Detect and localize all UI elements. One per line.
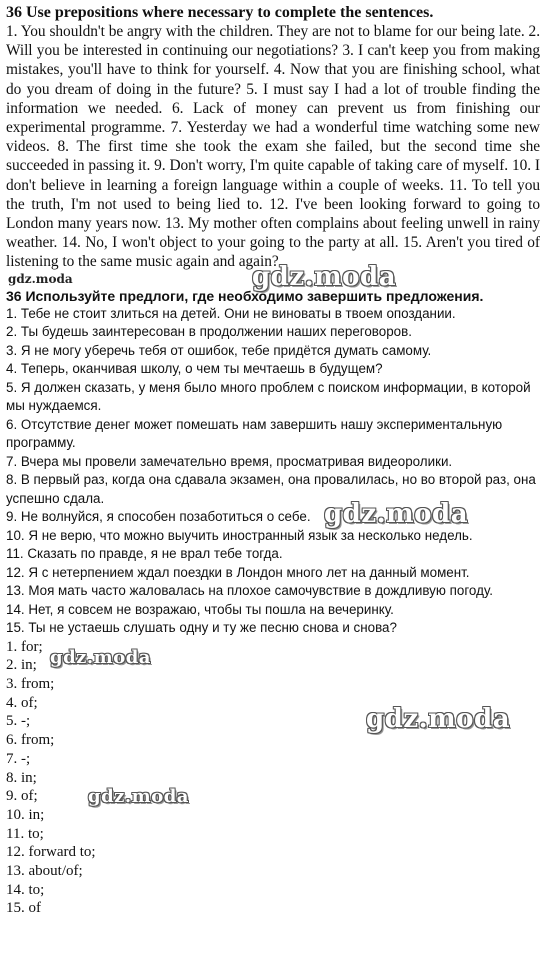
english-exercise-heading: 36 Use prepositions where necessary to complete the sentences. xyxy=(6,4,434,21)
answer-list xyxy=(6,638,540,919)
translation-item: 5. Я должен сказать, у меня было много проблем с поиском информации, в которой мы нуждаемся. xyxy=(6,379,531,414)
answer-item: 5. -; xyxy=(6,713,31,730)
russian-translation-list xyxy=(6,305,540,638)
answer-item: 15. of xyxy=(6,900,41,917)
translation-item: 7. Вчера мы провели замечательно время, просматривая видеоролики. xyxy=(6,453,453,469)
translation-item: 10. Я не верю, что можно выучить иностранный язык за несколько недель. xyxy=(6,527,473,543)
watermark: gdz.moda xyxy=(50,647,151,668)
translation-item: 1. Тебе не стоит злиться на детей. Они не виноваты в твоем опоздании. xyxy=(6,305,456,321)
watermark: gdz.moda xyxy=(252,262,397,292)
answer-item: 12. forward to; xyxy=(6,844,96,861)
english-exercise-text: 1. You shouldn't be angry with the children. They are not to blame for our being late. 2. Will you be interested in continuing our negotiations? 3. I can't keep you from making mistakes, you'll have to think for yourself. 4. Now that you are finishing school, what do you dream of doing in the future? 5. I must say I had a lot of trouble finding the information we needed. 6. Lack of money can prevent us from finishing our experimental programme. 7. Yesterday we had a wonderful time watching some new videos. 8. The first time she took the exam she failed, but the second time she succeeded in passing it. 9. Don't worry, I'm quite capable of taking care of myself. 10. I don't believe in learning a foreign language within a couple of weeks. 11. To tell you the truth, I'm not used to being lied to. 12. I've been looking forward to going to London many years now. 13. My mother often complains about feeling unwell in rainy weather. 14. No, I won't object to your going to the party at all. 15. Aren't you tired of listening to the same music again and again? xyxy=(6,23,540,271)
translation-item: 12. Я с нетерпением ждал поездки в Лондон много лет на данный момент. xyxy=(6,564,470,580)
watermark: gdz.moda xyxy=(88,786,189,807)
watermark: gdz.moda xyxy=(366,704,511,734)
answer-item: 14. to; xyxy=(6,881,45,898)
answer-item: 6. from; xyxy=(6,732,55,749)
answer-item: 7. -; xyxy=(6,750,31,767)
answer-item: 2. in; xyxy=(6,657,37,674)
translation-item: 2. Ты будешь заинтересован в продолжении наших переговоров. xyxy=(6,324,412,340)
translation-item: 8. В первый раз, когда она сдавала экзамен, она провалилась, но во второй раз, она успешно сдала. xyxy=(6,472,536,506)
translation-item: 6. Отсутствие денег может помешать нам завершить нашу экспериментальную программу. xyxy=(6,416,503,451)
answer-item: 13. about/of; xyxy=(6,863,83,880)
answer-item: 9. of; xyxy=(6,788,38,805)
watermark: gdz.moda xyxy=(324,499,469,529)
watermark-label: gdz.moda xyxy=(8,271,73,286)
answer-item: 10. in; xyxy=(6,806,45,823)
translation-item: 9. Не волнуйся, я способен позаботиться о себе. xyxy=(6,509,311,525)
answer-item: 1. for; xyxy=(6,638,43,655)
answer-item: 4. of; xyxy=(6,694,38,711)
translation-item: 3. Я не могу уберечь тебя от ошибок, тебе придётся думать самому. xyxy=(6,342,432,358)
russian-exercise-heading: 36 Используйте предлоги, где необходимо завершить предложения. xyxy=(6,287,484,304)
translation-item: 4. Теперь, оканчивая школу, о чем ты мечтаешь в будущем? xyxy=(6,361,383,377)
document-page xyxy=(6,3,540,918)
translation-item: 14. Нет, я совсем не возражаю, чтобы ты пошла на вечеринку. xyxy=(6,601,394,617)
translation-item: 13. Моя мать часто жаловалась на плохое самочувствие в дождливую погоду. xyxy=(6,583,493,599)
translation-item: 15. Ты не устаешь слушать одну и ту же песню снова и снова? xyxy=(6,620,397,636)
answer-item: 8. in; xyxy=(6,769,37,786)
answer-item: 3. from; xyxy=(6,676,55,693)
translation-item: 11. Сказать по правде, я не врал тебе тогда. xyxy=(6,546,283,562)
answer-item: 11. to; xyxy=(6,825,44,842)
